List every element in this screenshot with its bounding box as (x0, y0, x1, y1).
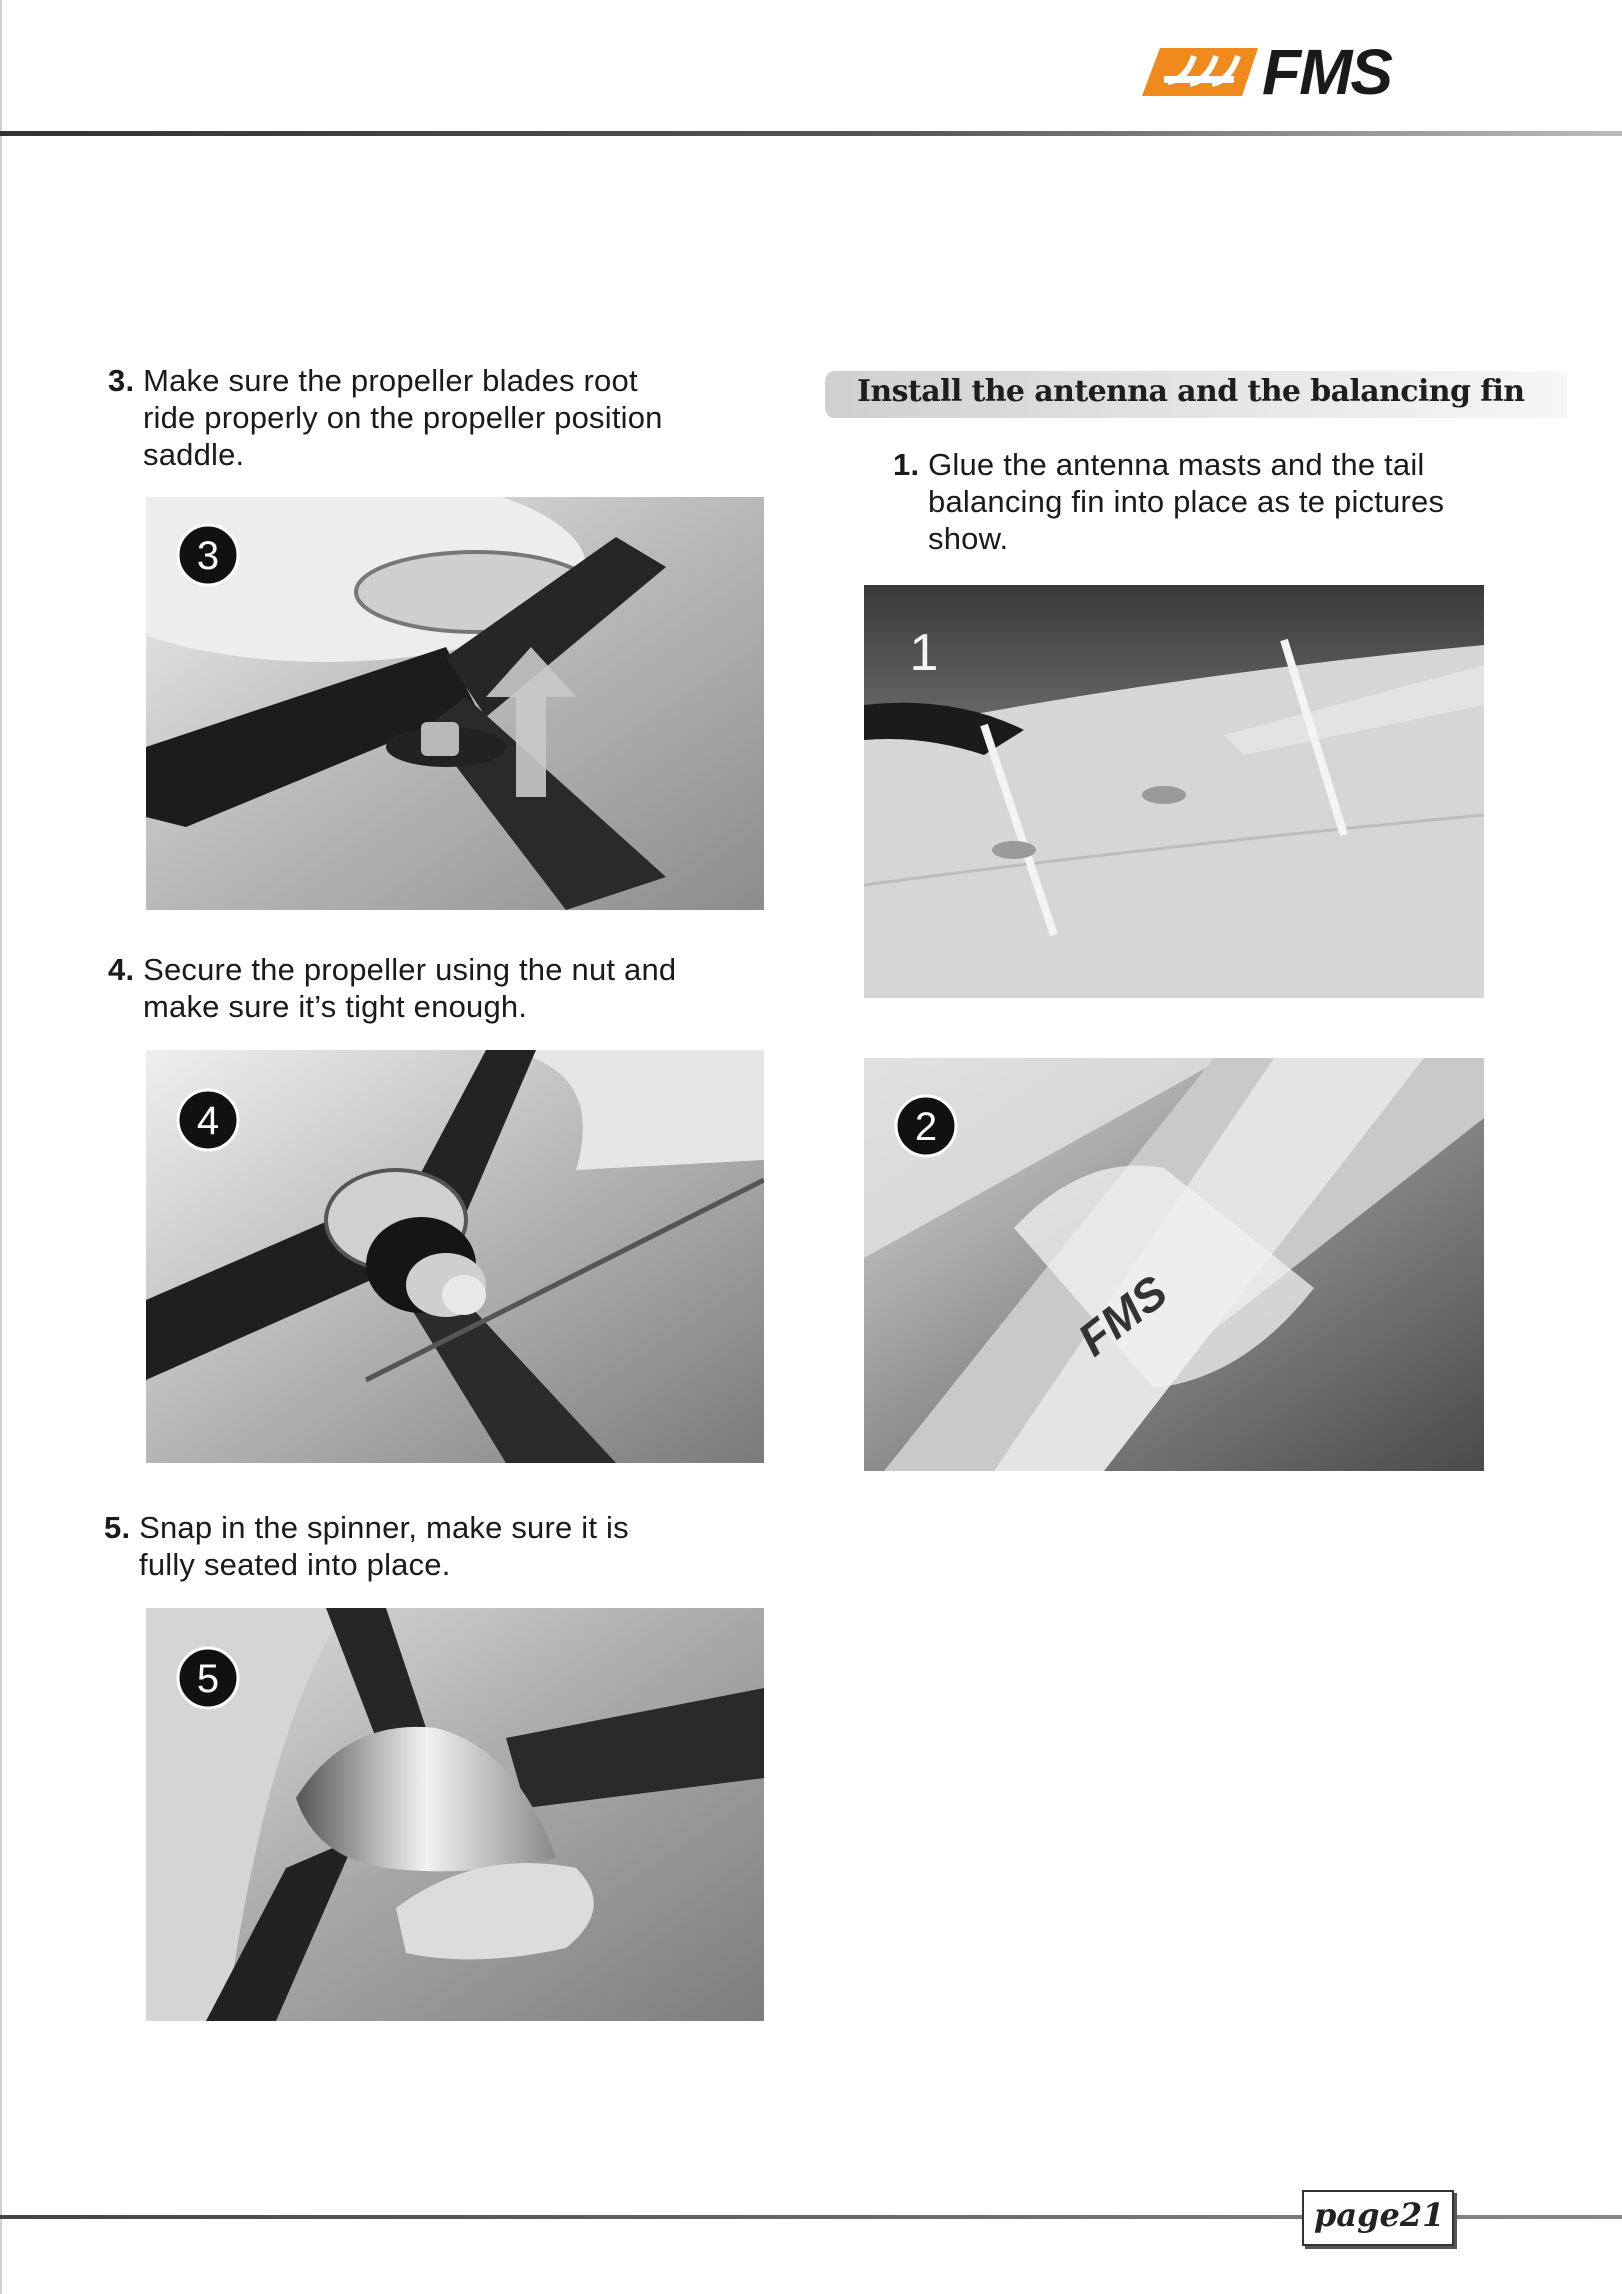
step-5-text (104, 1509, 764, 1583)
step-line: fully seated into place. (139, 1547, 451, 1582)
step-line: show. (928, 521, 1009, 556)
step-3-text (108, 362, 768, 473)
fin-brand-decal: FMS (1068, 1265, 1177, 1366)
step-number: 1. (893, 447, 920, 482)
header-divider (0, 131, 1622, 136)
propeller-saddle-photo (146, 497, 764, 910)
step-number: 4. (108, 952, 135, 987)
photo-step-badge: 2 (914, 1105, 938, 1149)
balancing-fin-photo (864, 1058, 1484, 1471)
photo-step-badge: 1 (909, 624, 939, 682)
step-4-text (108, 951, 768, 1025)
step-line: make sure it’s tight enough. (143, 989, 528, 1024)
spinner-photo (146, 1608, 764, 2021)
page-left-edge (0, 0, 2, 2294)
step-line: Snap in the spinner, make sure it is (139, 1510, 629, 1545)
propeller-nut-photo (146, 1050, 764, 1463)
section-heading-text: Install the antenna and the balancing fin (857, 374, 1525, 409)
logo-wing-icon (1142, 48, 1258, 96)
step-line: saddle. (143, 437, 245, 472)
step-line: ride properly on the propeller position (143, 400, 663, 435)
step-line: Make sure the propeller blades root (143, 363, 638, 398)
step-number: 3. (108, 363, 135, 398)
photo-step-badge: 4 (196, 1099, 220, 1143)
antenna-masts-photo (864, 585, 1484, 998)
fms-logo (1142, 36, 1468, 108)
step-line: Glue the antenna masts and the tail (928, 447, 1425, 482)
step-line: Secure the propeller using the nut and (143, 952, 677, 987)
section-heading-banner (825, 371, 1567, 418)
page-number: page21 (1314, 2196, 1445, 2234)
antenna-step-1-text (893, 446, 1533, 557)
logo-text: FMS (1262, 36, 1392, 108)
photo-step-badge: 3 (196, 534, 220, 578)
page-number-tab (1302, 2190, 1454, 2246)
photo-step-badge: 5 (196, 1657, 220, 1701)
step-line: balancing fin into place as te pictures (928, 484, 1445, 519)
step-number: 5. (104, 1510, 131, 1545)
